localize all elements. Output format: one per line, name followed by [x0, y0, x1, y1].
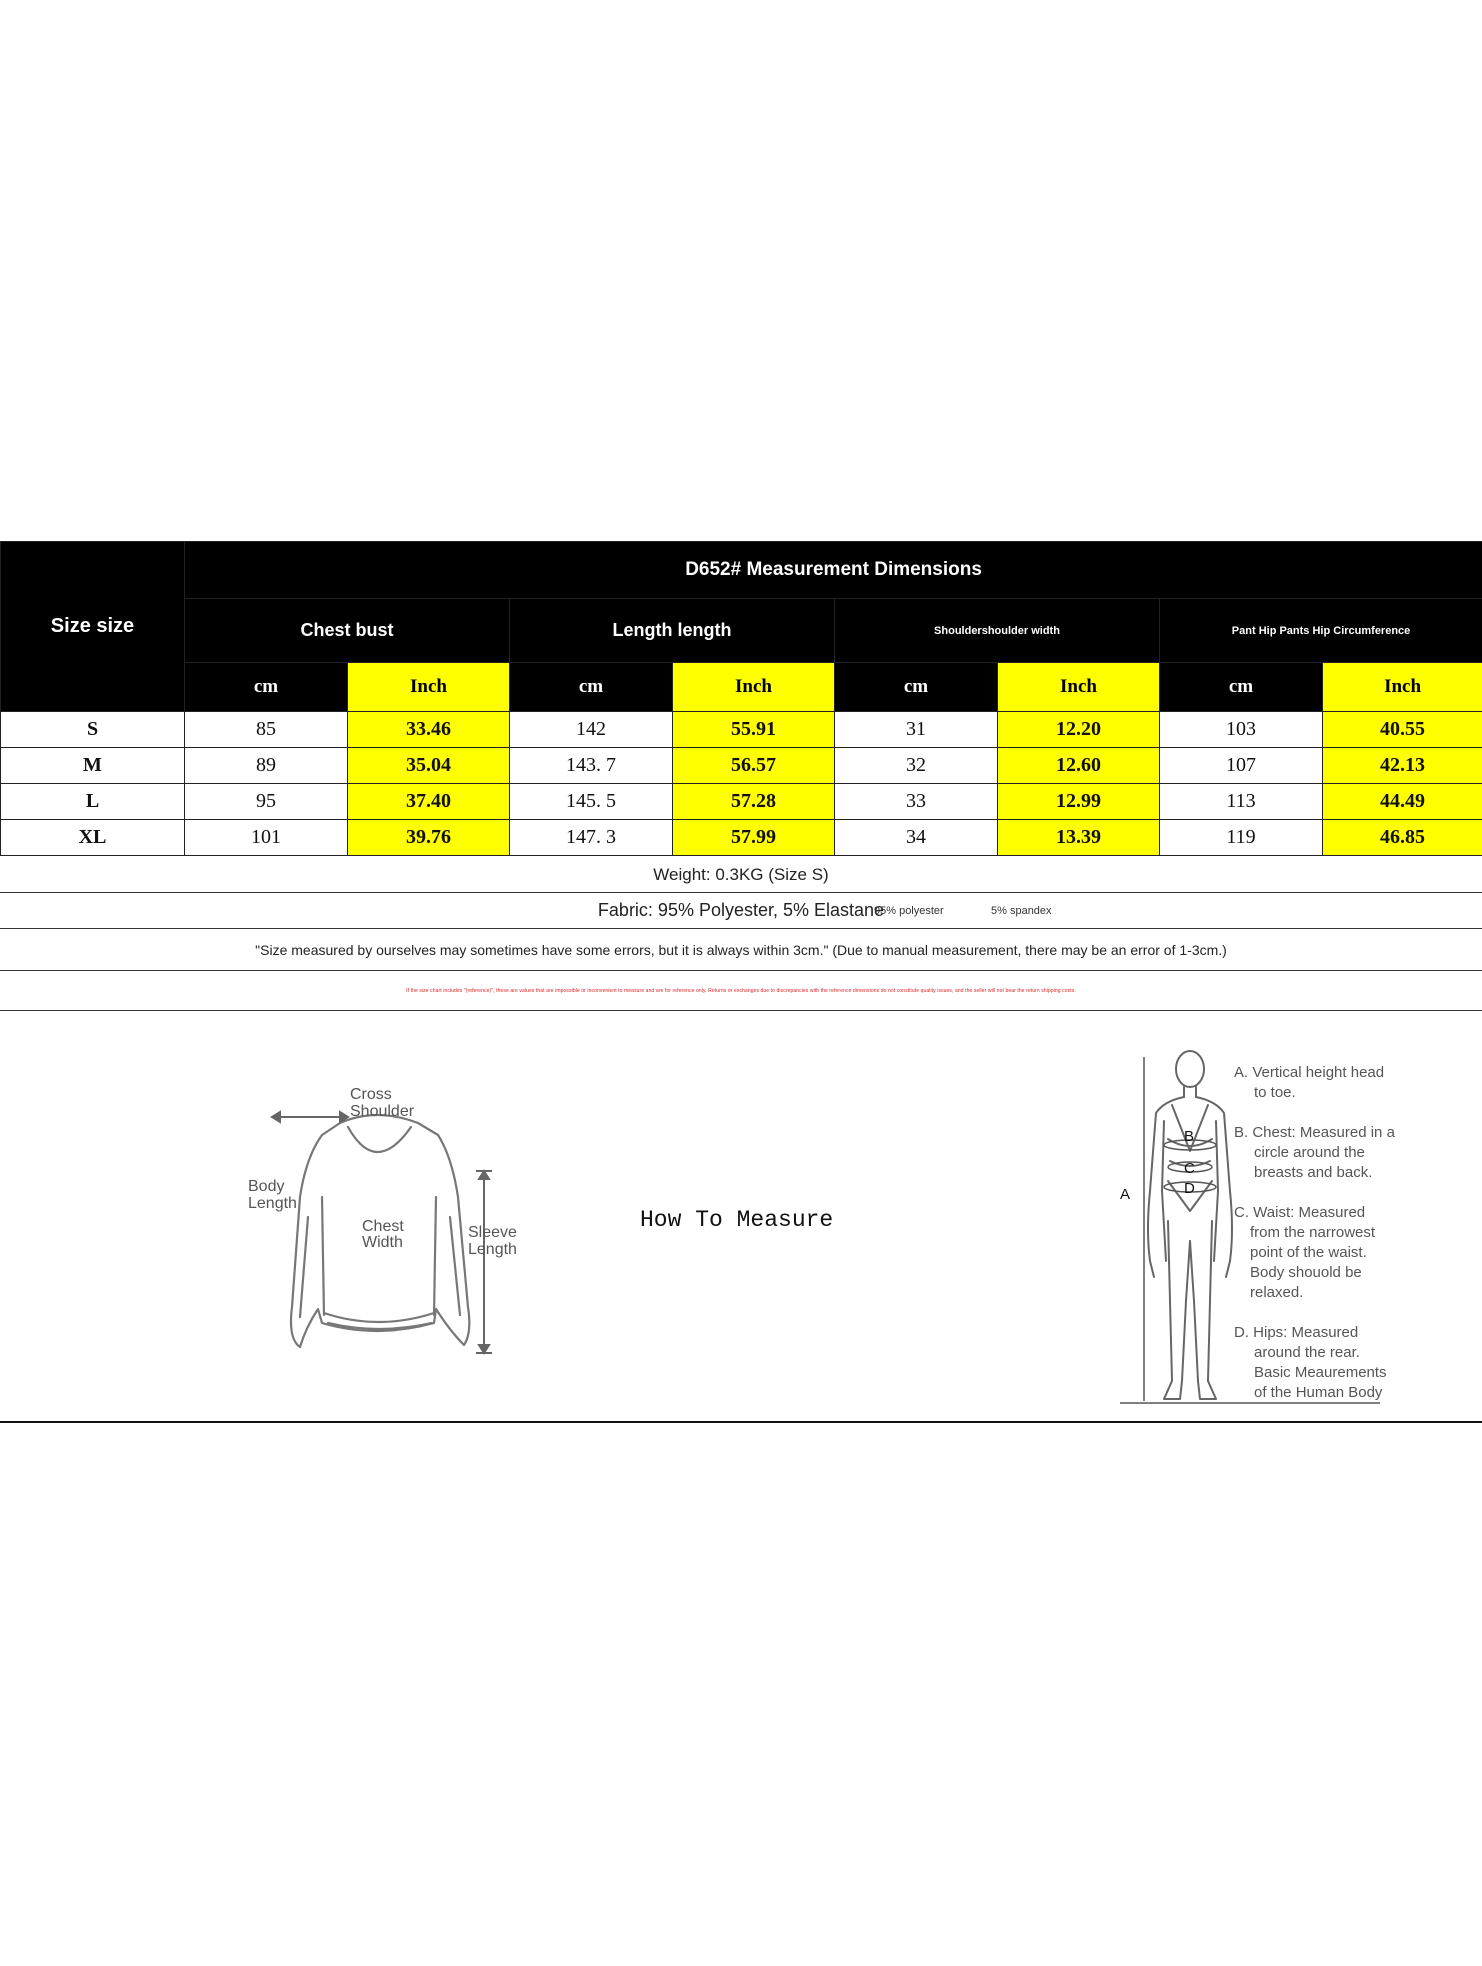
width-label: Width [362, 1234, 403, 1251]
unit-cm-header: cm [510, 663, 673, 712]
legend-line: B. Chest: Measured in a [1234, 1124, 1395, 1141]
legend-line: Basic Meaurements [1254, 1364, 1387, 1381]
value-cell: 101 [185, 820, 348, 856]
measurement-note-row [0, 929, 1482, 971]
value-cell: 57.99 [673, 820, 835, 856]
legend-line: breasts and back. [1254, 1164, 1373, 1181]
legend-line: relaxed. [1250, 1284, 1304, 1301]
value-cell: 33.46 [348, 712, 510, 748]
value-cell: 44.49 [1323, 784, 1482, 820]
fabric-spandex-note: 5% spandex [991, 905, 1052, 917]
legend-line: to toe. [1254, 1084, 1296, 1101]
body-length-label: Length [248, 1195, 297, 1212]
value-cell: 34 [835, 820, 998, 856]
table-row [1, 820, 1482, 856]
value-cell: 46.85 [1323, 820, 1482, 856]
value-cell: 39.76 [348, 820, 510, 856]
body-diagram [1120, 1041, 1420, 1421]
size-cell: XL [1, 820, 185, 856]
how-to-measure-section [0, 1011, 1482, 1423]
value-cell: 37.40 [348, 784, 510, 820]
value-cell: 56.57 [673, 748, 835, 784]
unit-cm-header: cm [1160, 663, 1323, 712]
legend-line: from the narrowest [1250, 1224, 1376, 1241]
size-cell: L [1, 784, 185, 820]
unit-inch-header: Inch [348, 663, 510, 712]
unit-cm-header: cm [185, 663, 348, 712]
disclaimer-text: If the size chart includes "(reference)", these are values that are impossible or inconvenient to measure and are for reference only. Returns or exchanges due to discrepancies with the reference dimensions do not constitute quality issues, and the seller will not bear the return shipping costs. [406, 987, 1076, 994]
how-to-measure-title: How To Measure [640, 1207, 834, 1233]
value-cell: 145. 5 [510, 784, 673, 820]
size-table [0, 541, 1482, 856]
weight-row [0, 857, 1482, 893]
legend-line: point of the waist. [1250, 1244, 1367, 1261]
weight-text: Weight: 0.3KG (Size S) [653, 864, 829, 884]
legend-line: of the Human Body [1254, 1384, 1383, 1401]
value-cell: 12.60 [998, 748, 1160, 784]
letter-c: C [1184, 1160, 1195, 1177]
disclaimer-row [0, 971, 1482, 1011]
measurement-note: "Size measured by ourselves may sometimes have some errors, but it is always within 3cm." (Due to manual measurement, there may be an error of 1-3cm.) [255, 941, 1227, 958]
value-cell: 12.99 [998, 784, 1160, 820]
value-cell: 147. 3 [510, 820, 673, 856]
legend-line: C. Waist: Measured [1234, 1204, 1366, 1221]
value-cell: 40.55 [1323, 712, 1482, 748]
size-cell: M [1, 748, 185, 784]
group-header-shoulder: Shouldershoulder width [835, 599, 1160, 663]
group-header-chest: Chest bust [185, 599, 510, 663]
value-cell: 85 [185, 712, 348, 748]
value-cell: 33 [835, 784, 998, 820]
unit-inch-header: Inch [998, 663, 1160, 712]
value-cell: 35.04 [348, 748, 510, 784]
cross-label: Cross [350, 1086, 392, 1103]
unit-inch-header: Inch [1323, 663, 1482, 712]
value-cell: 89 [185, 748, 348, 784]
value-cell: 143. 7 [510, 748, 673, 784]
garment-labels [240, 1073, 540, 1373]
unit-inch-header: Inch [673, 663, 835, 712]
value-cell: 113 [1160, 784, 1323, 820]
size-column-header: Size size [1, 542, 185, 712]
value-cell: 32 [835, 748, 998, 784]
legend-line: D. Hips: Measured [1234, 1324, 1359, 1341]
table-row [1, 748, 1482, 784]
value-cell: 12.20 [998, 712, 1160, 748]
sleeve-label: Sleeve [468, 1224, 517, 1241]
letter-a: A [1120, 1186, 1131, 1203]
group-header-hip: Pant Hip Pants Hip Circumference [1160, 599, 1482, 663]
value-cell: 107 [1160, 748, 1323, 784]
legend-line: around the rear. [1254, 1344, 1360, 1361]
letter-d: D [1184, 1180, 1195, 1197]
value-cell: 119 [1160, 820, 1323, 856]
shoulder-label: Shoulder [350, 1103, 415, 1120]
legend-line: Body shouold be [1250, 1264, 1362, 1281]
chest-label: Chest [362, 1218, 404, 1235]
value-cell: 55.91 [673, 712, 835, 748]
unit-cm-header: cm [835, 663, 998, 712]
table-title: D652# Measurement Dimensions [185, 542, 1482, 599]
legend-line: A. Vertical height head [1234, 1064, 1385, 1081]
size-cell: S [1, 712, 185, 748]
fabric-row [0, 893, 1482, 929]
value-cell: 95 [185, 784, 348, 820]
value-cell: 103 [1160, 712, 1323, 748]
fabric-polyester-note: 95% polyester [874, 905, 944, 917]
legend-line: circle around the [1254, 1144, 1365, 1161]
fabric-text: Fabric: 95% Polyester, 5% Elastane [597, 900, 885, 920]
value-cell: 142 [510, 712, 673, 748]
sleeve-length-label: Length [468, 1241, 517, 1258]
group-header-length: Length length [510, 599, 835, 663]
table-row [1, 784, 1482, 820]
value-cell: 13.39 [998, 820, 1160, 856]
value-cell: 57.28 [673, 784, 835, 820]
letter-b: B [1184, 1128, 1195, 1145]
value-cell: 31 [835, 712, 998, 748]
table-row [1, 712, 1482, 748]
body-label: Body [248, 1178, 285, 1195]
value-cell: 42.13 [1323, 748, 1482, 784]
size-chart [0, 541, 1482, 856]
